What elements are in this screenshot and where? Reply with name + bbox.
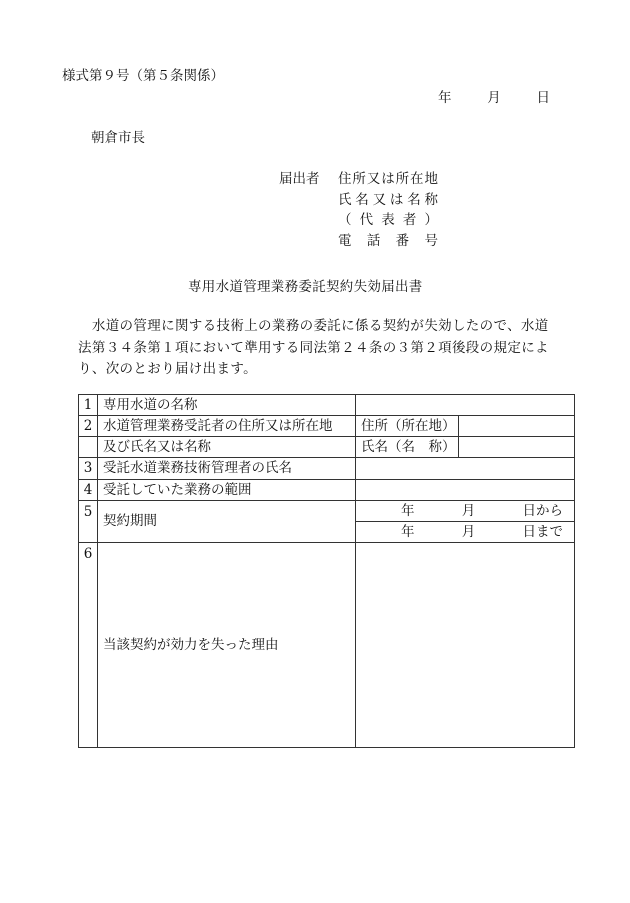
row-number: 6 (79, 543, 98, 748)
body-line: 法第３４条第１項において準用する同法第２４条の３第２項後段の規定によ (78, 339, 549, 356)
char: 住 (338, 171, 352, 187)
date-day-label: 日 (536, 90, 550, 106)
body-line: 水道の管理に関する技術上の業務の委託に係る契約が失効したので、水道 (78, 318, 549, 334)
value-cell[interactable] (356, 395, 575, 416)
sub-label-name: 氏名（名 称） (356, 437, 459, 458)
char: 所 (395, 171, 410, 187)
char: 番 (395, 233, 410, 249)
day-label: 日から (522, 502, 563, 519)
submitter-address-label (338, 167, 438, 187)
row-label: 専用水道の名称 (98, 395, 356, 416)
submitter-name-label (338, 188, 438, 208)
row-label: 受託していた業務の範囲 (98, 480, 356, 501)
char: 代 (359, 212, 374, 228)
table-row (79, 480, 575, 501)
table-row (79, 501, 575, 522)
char: 名 (355, 192, 369, 208)
date-line (438, 86, 550, 106)
char: 名 (407, 192, 421, 208)
year-label: 年 (401, 523, 415, 540)
char: 者 (402, 212, 417, 228)
char: 号 (424, 233, 438, 249)
char: 地 (424, 171, 438, 187)
char: （ (338, 212, 352, 228)
date-from (361, 502, 569, 521)
char: 在 (410, 171, 424, 187)
row-label: 当該契約が効力を失った理由 (98, 543, 356, 748)
value-cell[interactable] (459, 437, 575, 458)
submitter-phone-label (338, 229, 438, 249)
contract-to-cell[interactable] (356, 522, 575, 543)
table-row (79, 437, 575, 458)
form-number: 様式第９号（第５条関係） (62, 68, 224, 84)
form-table (78, 394, 575, 748)
char: 話 (366, 233, 381, 249)
date-year-label: 年 (438, 90, 452, 106)
row-label: 受託水道業務技術管理者の氏名 (98, 458, 356, 480)
body-line: り、次のとおり届け出ます。 (78, 361, 257, 377)
date-month-label: 月 (487, 90, 501, 106)
char: 表 (381, 212, 395, 228)
year-label: 年 (401, 502, 415, 519)
row-number-empty (79, 437, 98, 458)
char: 又 (366, 171, 381, 187)
char: は (389, 192, 404, 208)
table-row (79, 416, 575, 437)
value-cell[interactable] (459, 416, 575, 437)
row-number: 4 (79, 480, 98, 501)
value-cell[interactable] (356, 543, 575, 748)
value-cell[interactable] (356, 480, 575, 501)
month-label: 月 (461, 523, 476, 540)
char: 所 (352, 171, 366, 187)
date-to (361, 523, 569, 542)
row-number: 5 (79, 501, 98, 543)
char: 電 (338, 233, 352, 249)
submitter-representative-label (338, 208, 438, 228)
table-row (79, 458, 575, 480)
char: 又 (372, 192, 387, 208)
body-text (78, 316, 574, 381)
row-label: 契約期間 (98, 501, 356, 543)
row-label-line1: 水道管理業務受託者の住所又は所在地 (98, 416, 356, 437)
char: 称 (424, 192, 438, 208)
char: ） (424, 212, 438, 228)
submitter-label: 届出者 (279, 171, 320, 187)
table-row (79, 543, 575, 748)
row-number: 1 (79, 395, 98, 416)
char: 氏 (338, 192, 352, 208)
row-number: 3 (79, 458, 98, 480)
addressee: 朝倉市長 (91, 130, 145, 146)
char: は (381, 171, 395, 187)
row-label-line2: 及び氏名又は名称 (98, 437, 356, 458)
value-cell[interactable] (356, 458, 575, 480)
document-title: 専用水道管理業務委託契約失効届出書 (188, 279, 423, 295)
sub-label-address: 住所（所在地） (356, 416, 459, 437)
contract-from-cell[interactable] (356, 501, 575, 522)
day-label: 日まで (522, 523, 563, 540)
table-row (79, 395, 575, 416)
month-label: 月 (461, 502, 476, 519)
row-number: 2 (79, 416, 98, 437)
